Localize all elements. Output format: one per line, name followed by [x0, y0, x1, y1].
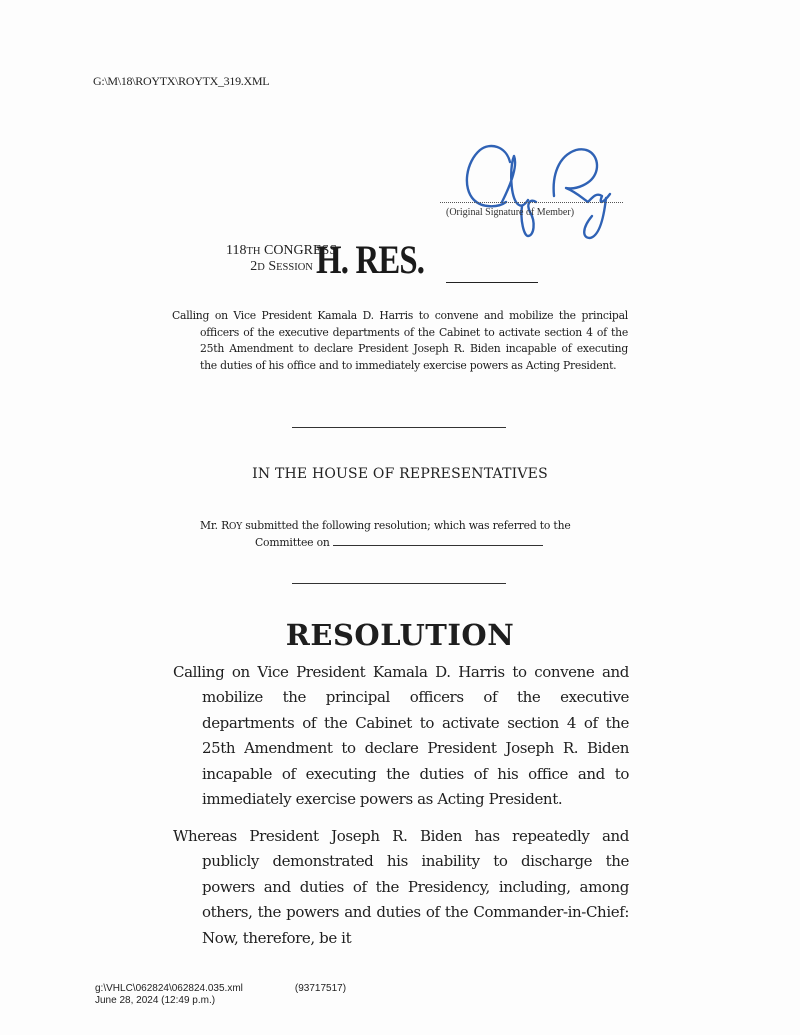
signature-block [440, 136, 640, 246]
committee-blank [333, 535, 543, 546]
footer-date: June 28, 2024 (12:49 p.m.) [95, 995, 216, 1006]
signature-caption: (Original Signature of Member) [446, 207, 575, 218]
signature-dotted-line [440, 202, 623, 203]
divider-rule [292, 427, 506, 428]
session-line: 2D SESSION [250, 259, 313, 274]
sponsor-name-rest: OY [229, 522, 242, 532]
bill-type: H. RES. [316, 237, 425, 282]
footer-id: (93717517) [294, 983, 347, 994]
divider-rule [292, 583, 506, 584]
footer [95, 983, 346, 1007]
session-word-rest: ESSION [276, 262, 313, 273]
short-title: Calling on Vice President Kamala D. Harris to convene and mobilize the principal officers of the executive departments of the Cabinet to activate section 4 of the 25th Amendment to declare President Joseph R. Biden incapable of executing the duties of his office and to immediately exercise powers as Acting President. [172, 309, 628, 372]
chamber-heading: IN THE HOUSE OF REPRESENTATIVES [252, 466, 548, 482]
whereas-clause: Whereas President Joseph R. Biden has repeatedly and publicly demonstrated his inability to discharge the powers and duties of the Presidency, including, among others, the powers and duties of the Commander-in-Chief: Now, therefore, be it [173, 827, 629, 947]
bill-number-blank [446, 282, 538, 283]
submission-statement: Mr. ROY submitted the following resolution; which was referred to the Committee on [200, 519, 571, 549]
resolution-heading: RESOLUTION [285, 618, 515, 652]
signature-image [440, 136, 640, 246]
file-path-header: G:\M\18\ROYTX\ROYTX_319.XML [93, 74, 270, 88]
resolution-title: Calling on Vice President Kamala D. Harris to convene and mobilize the principal officers of the executive departments of the Cabinet to activate section 4 of the 25th Amendment to declare President Joseph R. Biden incapable of executing the duties of his office and to immediately exercise powers as Acting President. [173, 663, 629, 809]
footer-file: g:\VHLC\062824\062824.035.xml [95, 983, 243, 994]
congress-line: 118TH CONGRESS [226, 243, 338, 258]
